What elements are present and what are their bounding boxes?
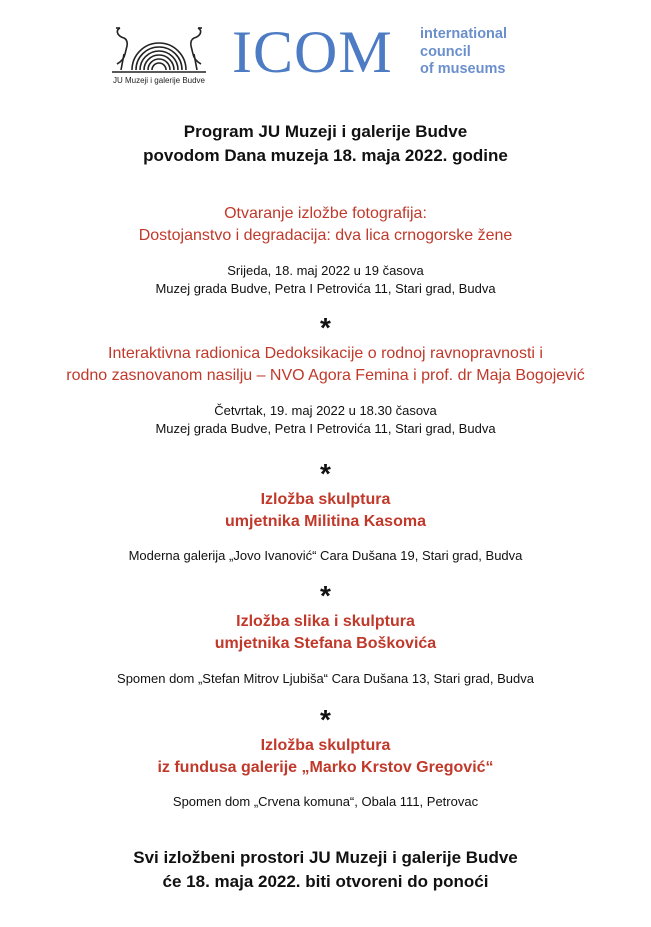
event-title: [0, 203, 651, 247]
ju-logo-caption: JU Muzeji i galerije Budve: [112, 76, 206, 85]
event-title: [0, 343, 651, 387]
event-info-line: Srijeda, 18. maj 2022 u 19 časova: [227, 263, 424, 278]
closing-note: [0, 846, 651, 894]
event-info: [0, 670, 651, 688]
title-line: Program JU Muzeji i galerije Budve: [183, 122, 468, 141]
event-info-line: Muzej grada Budve, Petra I Petrovića 11, Stari grad, Budva: [155, 421, 496, 436]
separator-star: *: [320, 704, 331, 735]
separator-star: *: [320, 458, 331, 489]
event-info-line: Spomen dom „Stefan Mitrov Ljubiša“ Cara Dušana 13, Stari grad, Budva: [117, 671, 534, 686]
event-title-line: iz fundusa galerije „Marko Krstov Gregović“: [157, 759, 494, 776]
event-info-line: Muzej grada Budve, Petra I Petrovića 11, Stari grad, Budva: [155, 281, 496, 296]
icom-side-line: council: [420, 43, 471, 60]
event-info: [0, 793, 651, 811]
ju-muzeji-logo: [106, 20, 212, 90]
title-line: povodom Dana muzeja 18. maja 2022. godine: [143, 146, 508, 165]
event-info-line: Spomen dom „Crvena komuna“, Obala 111, Petrovac: [172, 794, 479, 809]
event-title: [0, 611, 651, 655]
icom-side-line: of museums: [420, 61, 506, 77]
heron-sun-logo-icon: [106, 20, 212, 76]
icom-wordmark: ICOM: [232, 19, 393, 85]
event-title-line: umjetnika Militina Kasoma: [225, 513, 426, 530]
event-title: [0, 489, 651, 533]
icom-side-text: [420, 26, 507, 79]
event-title-line: Interaktivna radionica Dedoksikacije o rodnoj ravnopravnosti i: [108, 345, 543, 362]
closing-line: će 18. maja 2022. biti otvoreni do ponoći: [162, 872, 489, 891]
closing-line: Svi izložbeni prostori JU Muzeji i galerije Budve: [133, 848, 518, 867]
event-info: [0, 547, 651, 565]
event-title-line: umjetnika Stefana Boškovića: [214, 635, 437, 652]
event-info-line: Četvrtak, 19. maj 2022 u 18.30 časova: [214, 403, 437, 418]
separator-star: *: [320, 312, 331, 343]
event-title-line: rodno zasnovanom nasilju – NVO Agora Femina i prof. dr Maja Bogojević: [66, 367, 585, 384]
event-title-line: Izložba slika i skulptura: [236, 613, 415, 630]
event-title-line: Izložba skulptura: [260, 491, 391, 508]
event-title-line: Otvaranje izložbe fotografija:: [224, 205, 427, 222]
event-info: [0, 262, 651, 298]
event-title-line: Dostojanstvo i degradacija: dva lica crnogorske žene: [138, 227, 513, 244]
separator-star: *: [320, 580, 331, 611]
event-title-line: Izložba skulptura: [260, 737, 391, 754]
icom-side-line: international: [420, 26, 508, 42]
event-title: [0, 735, 651, 779]
page-title: [0, 120, 651, 168]
event-info: [0, 402, 651, 438]
event-info-line: Moderna galerija „Jovo Ivanović“ Cara Dušana 19, Stari grad, Budva: [128, 548, 523, 563]
